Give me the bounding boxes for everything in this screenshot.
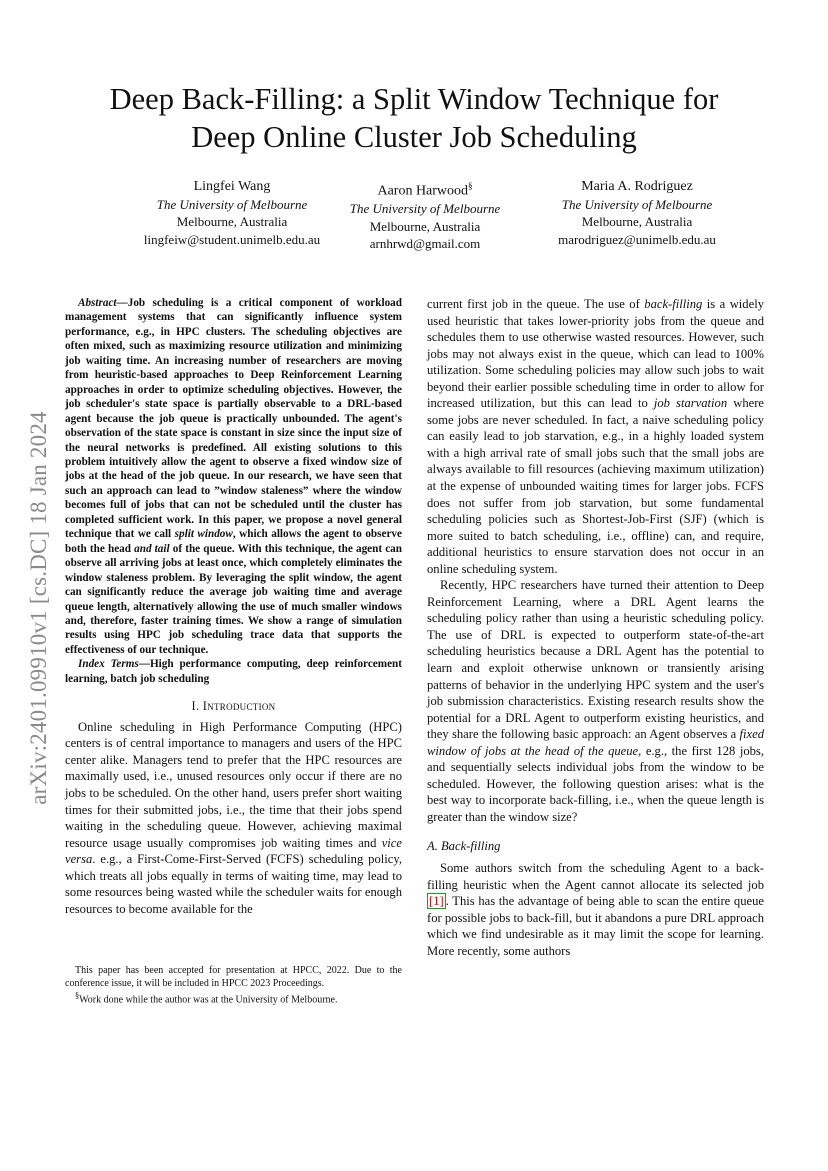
author-affiliation: The University of Melbourne	[156, 196, 308, 212]
author-3	[512, 178, 762, 248]
section-number: I.	[191, 699, 203, 714]
author-name: Lingfei Wang	[193, 179, 271, 194]
author-affiliation: The University of Melbourne	[349, 201, 501, 217]
footnote-2	[65, 990, 402, 1007]
abstract-text: , which allows the agent to observe both the head	[65, 528, 402, 555]
title-line-2: Deep Online Cluster Job Scheduling	[191, 120, 637, 154]
body-emphasis: fixed window of jobs at the head of the queue	[427, 727, 764, 758]
author-email: arnhrwd@gmail.com	[369, 236, 481, 252]
body-paragraph	[427, 860, 764, 959]
left-column	[65, 296, 402, 917]
body-text: Recently, HPC researchers have turned their attention to Deep Reinforcement Learning, where a DRL Agent learns the scheduling policy rather than using a heuristic scheduling policy. The use of DRL is expected to outperform state-of-the-art scheduling heuristics because a DRL Agent has the potential to learn and exploit otherwise unknown or transiently arising patterns of behavior in the underlying HPC system and the user's job submission characteristics. Existing research results show the potential for a DRL Agent to outperform existing heuristics, and they share the following basic approach: an Agent observes a	[427, 578, 764, 742]
footnotes	[65, 965, 402, 1007]
author-location: Melbourne, Australia	[581, 214, 693, 230]
abstract-emphasis: and tail	[134, 542, 170, 555]
citation-number[interactable]: [1]	[429, 894, 444, 909]
abstract-lead: Abstract	[78, 297, 117, 309]
intro-paragraph	[65, 719, 402, 918]
paper-title	[60, 80, 768, 156]
author-location: Melbourne, Australia	[369, 218, 481, 234]
body-text: is a widely used heuristic that takes lower-priority jobs from the queue and schedules them to use otherwise wasted resources. However, such jobs may not always exist in the queue, which can lead to 100% utilization. Some scheduling policies may allow such jobs to wait beyond their earlier possible scheduling time in order to allow for increased utilization, but this can lead to	[427, 297, 764, 411]
index-terms-lead: Index Terms	[78, 658, 139, 671]
abstract-emphasis: split window	[174, 528, 233, 541]
author-email: lingfeiw@student.unimelb.edu.au	[143, 231, 321, 247]
body-text: , e.g., the first 128 jobs, and sequentially selects individual jobs from the window to be scheduled. However, the following question arises: what is the best way to incorporate back-filling, i.e., when the queue length is greater than the window size?	[427, 743, 764, 824]
body-text: Some authors switch from the scheduling Agent to a back-filling heuristic when the Agent cannot allocate its selected job	[427, 861, 764, 892]
body-emphasis: back-filling	[644, 297, 703, 311]
title-line-1: Deep Back-Filling: a Split Window Technique for	[109, 82, 719, 116]
author-affiliation: The University of Melbourne	[561, 196, 713, 212]
author-email: marodriguez@unimelb.edu.au	[558, 231, 716, 247]
author-name: Maria A. Rodriguez	[581, 179, 693, 194]
author-name: Aaron Harwood	[377, 183, 469, 199]
body-emphasis: job starvation	[653, 396, 728, 411]
index-terms: Index Terms—High performance computing, deep reinforcement learning, batch job scheduling	[65, 658, 402, 685]
body-text: Online scheduling in High Performance Computing (HPC) centers is of central importance to managers and users of the HPC center alike. Managers tend to prefer that the HPC resources are maximally used, i.e., unused resources only occur if there are no jobs to be scheduled. On the other hand, users prefer short waiting times for their submitted jobs, i.e., the time that their jobs spend waiting in the scheduling queue. However, achieving maximal resource usage usually compromises job waiting times and	[65, 719, 402, 850]
body-text: . e.g., a First-Come-First-Served (FCFS) scheduling policy, which treats all jobs equally in terms of waiting time, may lead to some resources being wasted while the scheduler waits for enough resources to become available for the	[65, 852, 402, 916]
body-emphasis: vice versa	[65, 835, 402, 867]
body-text: . This has the advantage of being able to scan the entire queue for possible jobs to back-fill, but it abandons a pure DRL approach which we find undesirable as it may limit the scope for learning. More recently, some authors	[427, 894, 764, 958]
author-footnote-mark: §	[468, 181, 473, 191]
footnote-1: This paper has been accepted for presentation at HPCC, 2022. Due to the conference issue, it will be included in HPCC 2023 Proceedings.	[65, 965, 402, 989]
abstract-text: Job scheduling is a critical component of workload management systems that can significantly influence system performance, e.g., in HPC clusters. The scheduling objectives are often mixed, such as maximizing resource utilization and minimizing job waiting time. An increasing number of researchers are moving from heuristic-based approaches to Deep Reinforcement Learning approaches in order to optimize scheduling objectives. However, the job scheduler's state space is partially observable to a DRL-based agent because the job queue is practically unbounded. The agent's observation of the state space is constant in size since the input size of the neural networks is predefined. All existing solutions to this problem intuitively allow the agent to observe a fixed window size of jobs at the head of the job queue. In our research, we have seen that such an approach can lead to ”window staleness” where the window becomes full of jobs that can not be scheduled until the cluster has completed sufficient work. In this paper, we propose a novel general technique that we call	[65, 297, 402, 541]
body-text: where some jobs are never scheduled. In fact, a naive scheduling policy can easily lead to job starvation, e.g., in a highly loaded system with a high arrival rate of small jobs such that the small jobs are always available to fill resources (achieving maximum utilization) at the expense of unbounded waiting times for larger jobs. FCFS does not suffer from job starvation, but some fundamental scheduling policies such as Shortest-Job-First (SJF) (which is more suited to batch scheduling, i.e., offline) can, and require, additional heuristics to ensure starvation does not occur in an online scheduling system.	[427, 396, 764, 576]
subsection-heading-back-filling: A. Back-filling	[427, 838, 501, 853]
author-location: Melbourne, Australia	[176, 214, 288, 230]
footnote-mark: §	[75, 991, 80, 1000]
citation-link[interactable]	[427, 893, 446, 909]
section-heading-introduction	[65, 698, 402, 715]
section-title: Introduction	[202, 699, 276, 714]
body-text: current first job in the queue. The use of	[427, 297, 645, 311]
right-column	[427, 296, 764, 959]
abstract-text: of the queue. With this technique, the agent can observe all arriving jobs at least once, which completely eliminates the window staleness problem. By leveraging the split window, the agent can significantly reduce the average job waiting time and average queue length, alternatively allowing the use of much smaller windows and, therefore, faster training times. We show a range of simulation results using HPC job scheduling trace data that supports the effectiveness of our technique.	[65, 542, 403, 656]
arxiv-identifier: arXiv:2401.09910v1 [cs.DC] 18 Jan 2024	[26, 411, 51, 805]
index-terms-text: High performance computing, deep reinforcement learning, batch job scheduling	[65, 658, 402, 685]
arxiv-sidebar	[18, 368, 60, 848]
body-paragraph	[427, 577, 764, 825]
footnote-text: Work done while the author was at the University of Melbourne.	[79, 994, 338, 1006]
abstract: Abstract—Job scheduling is a critical component of workload management systems that can significantly influence system performance, e.g., in HPC clusters. The scheduling objectives are often mixed, such as maximizing resource utilization and minimizing job waiting time. An increasing number of researchers are moving from heuristic-based approaches to Deep Reinforcement Learning approaches in order to optimize scheduling objectives. However, the job scheduler's state space is partially observable to a DRL-based agent because the job queue is practically unbounded. The agent's observation of the state space is constant in size since the input size of the neural networks is predefined. All existing solutions to this problem intuitively allow the agent to observe a fixed window size of jobs at the head of the job queue. In our research, we have seen that such an approach can lead to ”window staleness” where the window becomes full of jobs that can not be scheduled until the cluster has completed sufficient work. In this paper, we propose a novel general technique that we call split window, which allows the agent to observe both the head and tail of the queue. With this technique, the agent can observe all arriving jobs at least once, which completely eliminates the window staleness problem. By leveraging the split window, the agent can significantly reduce the average job waiting time and average queue length, alternatively allowing the use of much smaller windows and, therefore, faster training times. We show a range of simulation results using HPC job scheduling trace data that supports the effectiveness of our technique.	[65, 297, 403, 656]
body-paragraph	[427, 296, 764, 577]
